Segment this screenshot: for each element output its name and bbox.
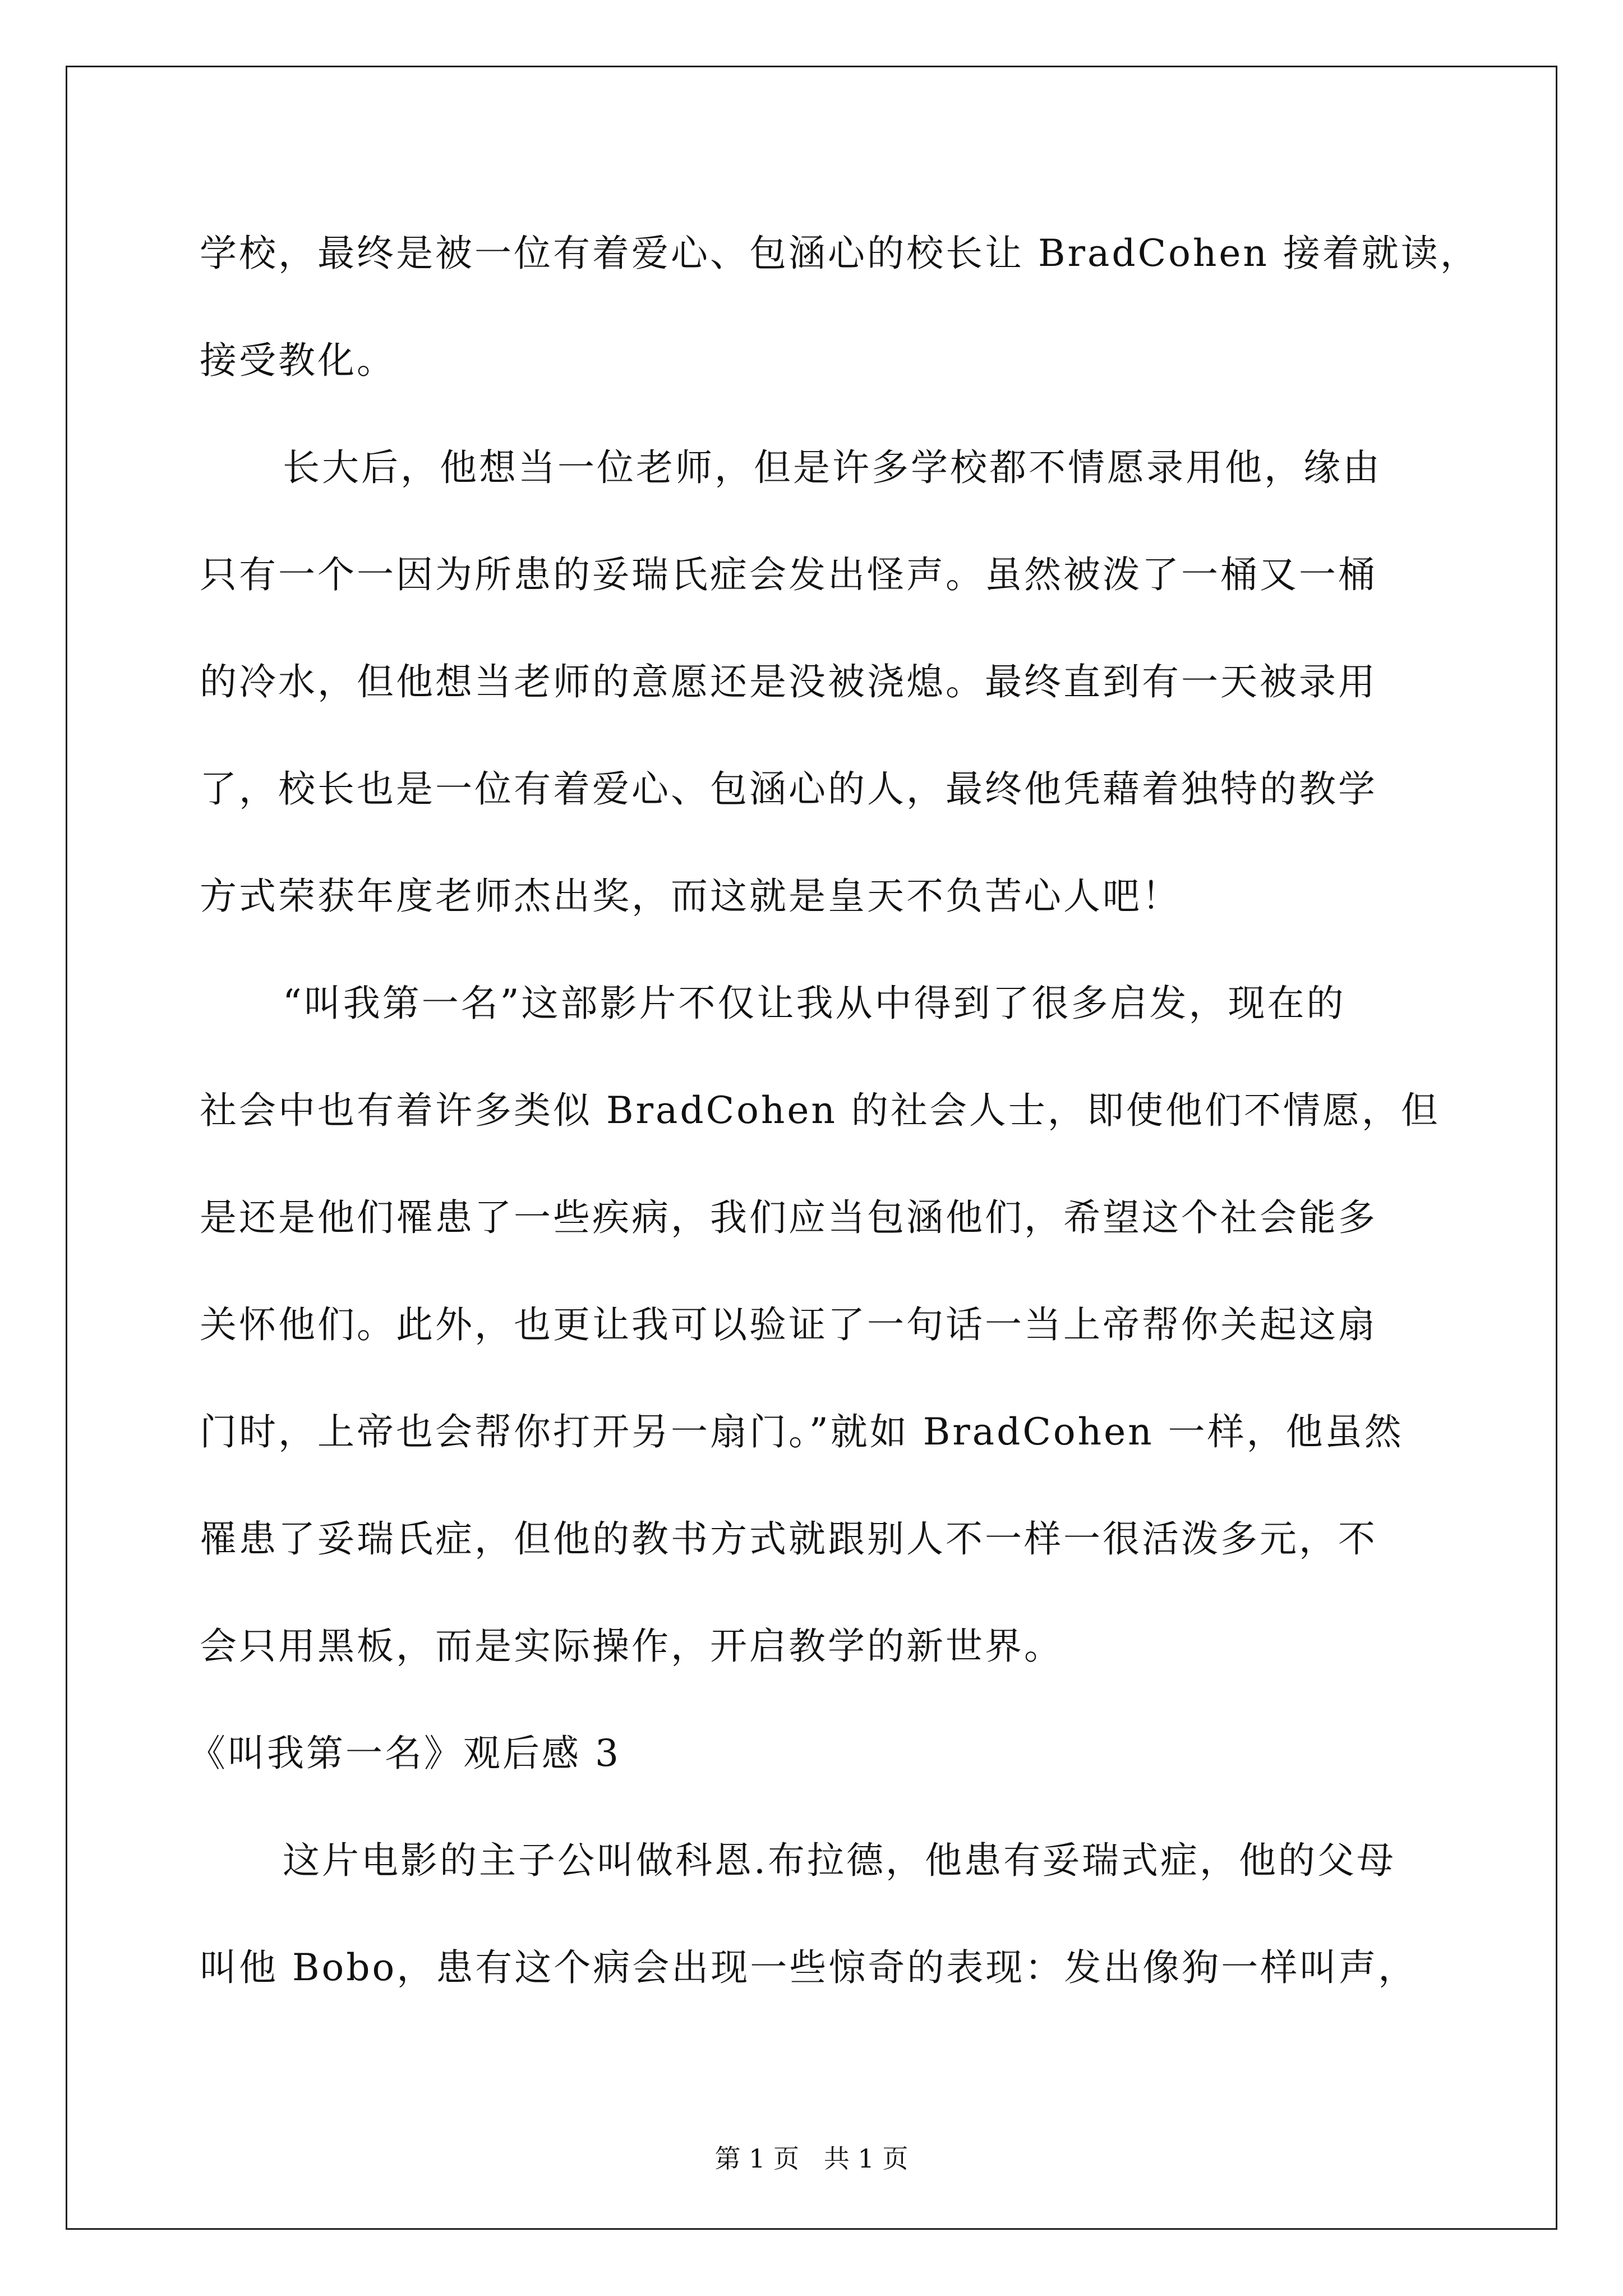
text-line: 只有一个一因为所患的妥瑞氏症会发出怪声。虽然被泼了一桶又一桶 [200,553,1377,596]
text-line: 方式荣获年度老师杰出奖，而这就是皇天不负苦心人吧！ [200,875,1181,918]
page-footer: 第 1 页 共 1 页 [714,2143,909,2174]
text-line: 门时，上帝也会帮你打开另一扇门。”就如 BradCohen 一样，他虽然 [200,1410,1404,1453]
text-line: 会只用黑板，而是实际操作，开启教学的新世界。 [200,1625,1063,1668]
paragraph-start-line: “叫我第一名”这部影片不仅让我从中得到了很多启发，现在的 [283,982,1346,1025]
text-line: 是还是他们罹患了一些疾病，我们应当包涵他们，希望这个社会能多 [200,1196,1377,1239]
text-line: 罹患了妥瑞氏症，但他的教书方式就跟别人不一样一很活泼多元，不 [200,1517,1377,1561]
paragraph-start-line: 这片电影的主子公叫做科恩.布拉德，他患有妥瑞式症，他的父母 [283,1839,1396,1882]
text-line: 接受教化。 [200,339,396,382]
text-line: 关怀他们。此外，也更让我可以验证了一句话一当上帝帮你关起这扇 [200,1303,1377,1346]
text-line: 社会中也有着许多类似 BradCohen 的社会人士，即使他们不情愿，但 [200,1089,1440,1132]
paragraph-start-line: 长大后，他想当一位老师，但是许多学校都不情愿录用他，缘由 [283,446,1382,489]
text-line: 的冷水，但他想当老师的意愿还是没被浇熄。最终直到有一天被录用 [200,660,1377,703]
text-line: 学校，最终是被一位有着爱心、包涵心的校长让 BradCohen 接着就读， [200,232,1479,275]
section-heading: 《叫我第一名》观后感 3 [188,1732,621,1775]
text-line: 叫他 Bobo，患有这个病会出现一些惊奇的表现：发出像狗一样叫声， [200,1946,1418,1989]
document-body [188,209,1479,2030]
text-line: 了，校长也是一位有着爱心、包涵心的人，最终他凭藉着独特的教学 [200,767,1377,811]
